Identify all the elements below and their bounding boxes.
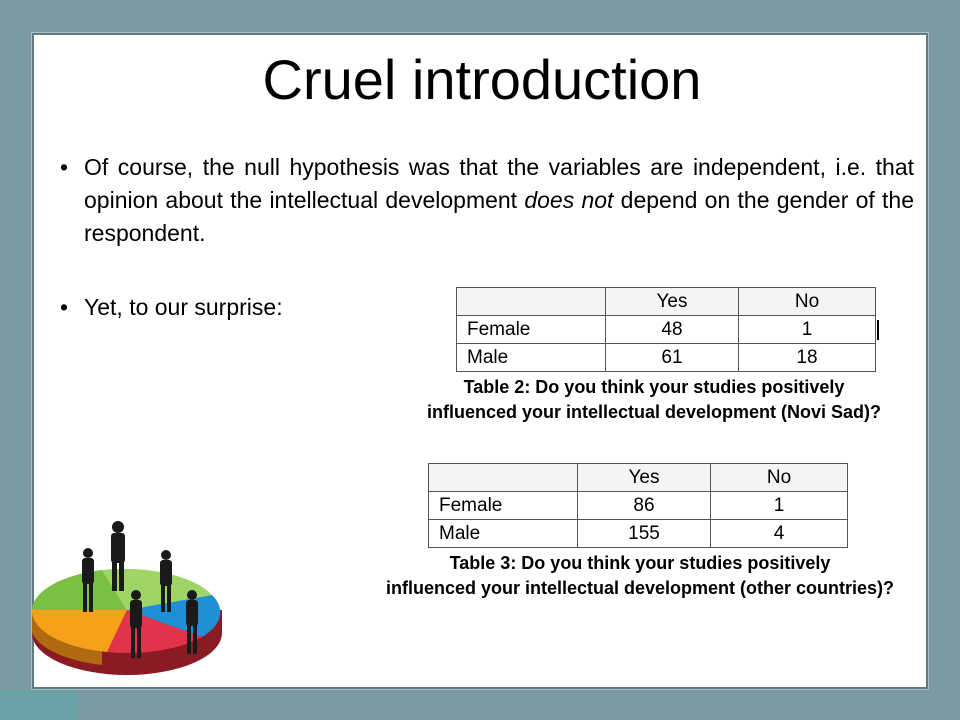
table-cell: 86 xyxy=(578,492,711,520)
caption-line: Table 2: Do you think your studies positively xyxy=(463,377,845,397)
caption-line: Table 3: Do you think your studies positively xyxy=(449,553,831,573)
table-header-row xyxy=(457,288,876,316)
table-row xyxy=(457,344,876,372)
table-header-row xyxy=(429,464,848,492)
table-header-cell: No xyxy=(711,464,848,492)
table2 xyxy=(456,287,876,372)
table-cell: Male xyxy=(457,344,606,372)
table3-caption xyxy=(350,551,930,601)
caption-line: influenced your intellectual development (other countries)? xyxy=(385,578,895,598)
table-cell: 61 xyxy=(606,344,739,372)
table-cell: Male xyxy=(429,520,578,548)
table-cell: 1 xyxy=(739,316,876,344)
table-cell: Female xyxy=(457,316,606,344)
table-cell: 48 xyxy=(606,316,739,344)
table-row xyxy=(429,520,848,548)
table3 xyxy=(428,463,848,548)
bullet-surprise-text: Yet, to our surprise: xyxy=(84,294,283,320)
table-header-cell: Yes xyxy=(606,288,739,316)
bullet-dot: • xyxy=(60,294,69,320)
table-cell: Female xyxy=(429,492,578,520)
bullet-text-a: Of course, the null hypothesis was that the variables are independent, i.e. that opinion about the intellectual development xyxy=(84,154,914,213)
table-row xyxy=(429,492,848,520)
bullet-emphasis: does not xyxy=(524,187,614,213)
bullet-text-b: depend on the gender of the respondent. xyxy=(84,187,914,246)
table-cell: 18 xyxy=(739,344,876,372)
bullet-null-hypothesis xyxy=(54,151,914,250)
table-row xyxy=(457,316,876,344)
table-cell: 4 xyxy=(711,520,848,548)
table-cell: 1 xyxy=(711,492,848,520)
table-header-cell xyxy=(457,288,606,316)
caption-line: influenced your intellectual development (Novi Sad)? xyxy=(426,402,882,422)
table3-wrap xyxy=(428,463,848,548)
table2-wrap xyxy=(456,287,876,372)
table2-caption xyxy=(384,375,924,425)
table-header-cell xyxy=(429,464,578,492)
table-header-cell: Yes xyxy=(578,464,711,492)
bullet-dot: • xyxy=(60,154,69,180)
divider-mark xyxy=(877,320,879,340)
slide-title: Cruel introduction xyxy=(262,48,702,111)
pie-people-clipart xyxy=(12,515,232,695)
table-cell: 155 xyxy=(578,520,711,548)
table-header-cell: No xyxy=(739,288,876,316)
slide xyxy=(32,33,928,689)
